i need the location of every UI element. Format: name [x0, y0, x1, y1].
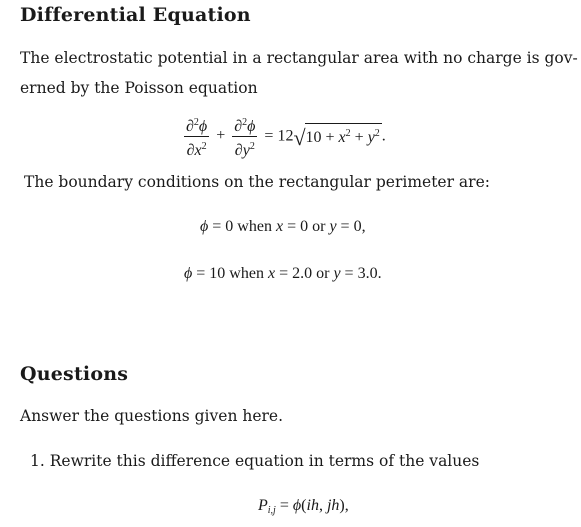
- intro-line-2: erned by the Poisson equation: [20, 79, 258, 97]
- boundary-condition-1: ϕ = 0 when x = 0 or y = 0,: [200, 218, 366, 235]
- question-1: [30, 452, 479, 470]
- section-title: Differential Equation: [20, 4, 251, 26]
- question-1-number: 1.: [30, 452, 45, 470]
- boundary-intro: The boundary conditions on the rectangular perimeter are:: [24, 173, 490, 191]
- fraction-d2phi-dx2: $\frac{\partial^2\phi}{\partial x^2}$: [184, 114, 209, 159]
- grid-value-formula: $P_{i,j} = \phi(ih$, jh),: [258, 497, 349, 516]
- square-root: [293, 123, 381, 151]
- questions-intro: Answer the questions given here.: [20, 407, 284, 425]
- radical-sign: √: [293, 124, 306, 150]
- questions-title: Questions: [20, 363, 129, 385]
- boundary-condition-2: ϕ = 10 when x = 2.0 or y = 3.0.: [184, 265, 382, 282]
- intro-line-1: The electrostatic potential in a rectangular area with no charge is gov-: [20, 49, 578, 67]
- equals-sign: =: [264, 127, 274, 145]
- fraction-d2phi-dy2: $\frac{\partial^2\phi}{\partial y^2}$: [232, 114, 257, 159]
- coefficient: 12: [277, 127, 294, 145]
- question-1-text: Rewrite this difference equation in terms of the values: [49, 452, 480, 470]
- plus-sign: +: [216, 127, 226, 145]
- radicand: $10 + x^2 + y^2$: [305, 123, 382, 146]
- poisson-equation: $\frac{\partial^2\phi}{\partial x^2}$ + $\frac{\partial^2\phi}{\partial y^2}$ = $12√10 + x^2 + y^2$ .: [181, 114, 386, 159]
